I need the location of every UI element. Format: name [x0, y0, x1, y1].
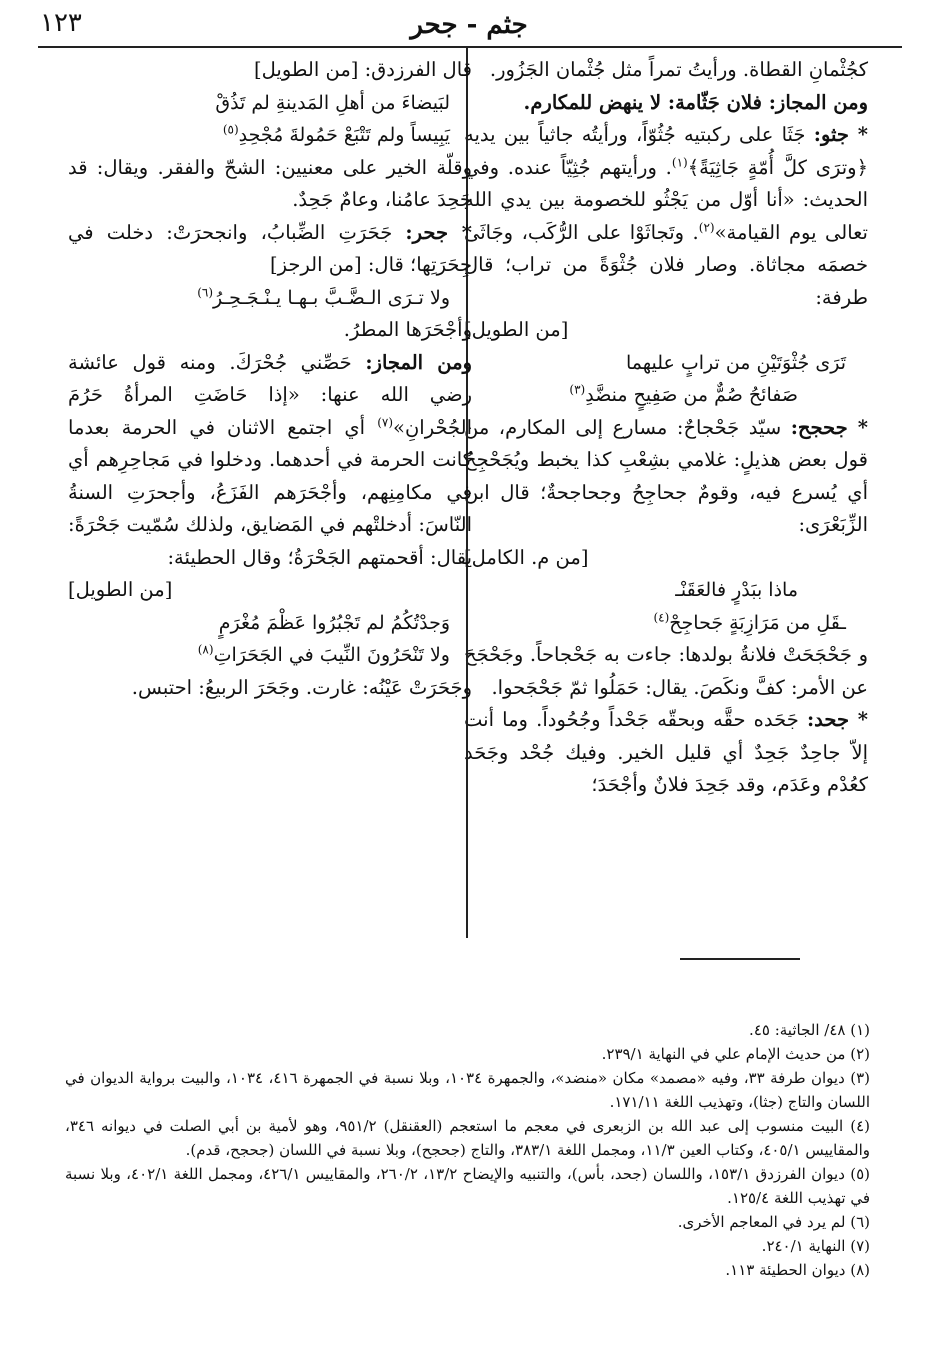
verse-line: وَجدْتُكُمُ لم تَجْبُرُوا عَظْمَ مُغْرَمٍ [218, 611, 450, 634]
text: حَصِّني جُحْرَكَ. ومنه قول عائشة رضي الله عنها: «إذا حَاضَتِ المرأةُ حَرُمَ الجُحْرانِ» [68, 350, 472, 439]
majaz-lead: ومن المجاز: [365, 350, 472, 374]
verse-text: يَبِيساً ولم تَتْبَعْ حَمُولةَ مُجْحِدِ [238, 124, 450, 146]
footnote-ref: (٤) [653, 610, 670, 625]
footnote-ref: (١) [671, 155, 688, 169]
text: وقلّة الخير على معنيين: الشحّ والفقر. ويقال: قد جَحِدَ عامُنا، وعامٌ جَحِدٌ. [68, 155, 472, 211]
entry-head: * جحر: [405, 220, 472, 244]
footnote: (٣) ديوان طرفة ٣٣، وفيه «مصمد» مكان «منضد»، والجمهرة ١٠٣٤، وبلا نسبة في الجمهرة ٤١٦، ١٠٣٤، والبيت برواية الديوان في اللسان والتاج (جثا)، وتهذيب اللغة ١٧١/١١. [65, 1069, 870, 1111]
text: . ورأيتهم جُثِيّاً عنده. وفي الحديث: «أنا أوّل من يَجْثُو للخصومة بين يدي الله تعالى يوم القيامة» [464, 155, 868, 244]
footnote: (٦) لم يرد في المعاجم الأخرى. [677, 1213, 870, 1231]
text: . وتَجاثَوْا على الرُّكَب، وجَاثَى خصمَه مجاثاة. وصار فلان جُثْوَةً من تراب؛ قال طرفة: [464, 220, 868, 309]
verse-text: ولا تـرَى الـضَّـبَّ بـهـا يـنْـجَـحِـرُ [213, 286, 450, 309]
verse-line: تَرَى جُثْوَتَيْنِ من ترابٍ عليهما [625, 351, 846, 374]
verse-line [68, 282, 472, 315]
paragraph [464, 639, 868, 704]
majaz-lead: ومن المجاز: [768, 90, 868, 114]
text: أي اجتمع الاثنان في الحرمة بعدما كانت الحرمة في أحدهما. ودخلوا في مَجاحِرِهم أي في مكامِنِهم، وأجْحَرَهم الفَزَعُ، وأجحرَتِ السنةُ النّاسَ: أدخلتْهم في المَضايق، ولذلك سُمّيت جَحْرَةً: يقال: أقحمتهم الجَحْرَةُ؛ وقال الحطيئة: [68, 415, 472, 569]
left-column [68, 54, 472, 704]
entry-jathw [464, 119, 868, 412]
page-number: ١٢٣ [40, 8, 82, 38]
paragraph [464, 87, 868, 120]
entry-jahr [68, 217, 472, 347]
entry-jahd [464, 704, 868, 802]
paragraph [68, 347, 472, 672]
text: جَثَا على ركبتيه جُثُوّاً، ورأيتُه جاثياً بين يديه ﴿وترَى كلَّ أُمّةٍ جَاثِيَةً﴾ [464, 123, 868, 179]
footnote-rule [680, 958, 800, 960]
paragraph [68, 152, 472, 217]
meter-label: [من الطويل] [68, 578, 173, 601]
text: كجُثْمانِ القطاة. ورأيتُ تمراً مثل جُثْمان الجَزُور. [489, 58, 868, 81]
footnote-ref: (٦) [197, 285, 214, 300]
footnote-ref: (٨) [197, 642, 214, 657]
header-rule [38, 46, 902, 48]
text: سيّد جَحْجاحٌ: مسارع إلى المكارم، من قول بعض هذيلٍ: غلامي بشِعْبِ كذا يخبط ويُجَحْجِحُ أي يُسرع فيه، وقومٌ جحاجِحُ وجحاجحةٌ؛ قال ابن الزِّبَعْرَى: [464, 415, 868, 536]
verse-text: ـقَلِ من مَرَازِبَةٍ جَحاجِحْ [669, 611, 846, 634]
footnotes [65, 1018, 870, 1282]
text: و جَحْجَحَتْ فلانةُ بولدها: جاءت به جَحْجاحاً. وجَحْجَحَ عن الأمر: كفَّ ونكَصَ. يقال: حَمَلُوا ثمّ جَحْجَحوا. [464, 643, 868, 699]
footnote: (٧) النهاية ٢٤٠/١. [761, 1237, 870, 1255]
page-header [40, 6, 898, 42]
verse-line [68, 639, 472, 672]
verse-line [464, 607, 868, 640]
meter-label: [من الرجز] [270, 253, 362, 276]
verse-line: ماذا ببَدْرٍ فالعَقَنْـ [675, 579, 798, 601]
verse-line [68, 119, 472, 152]
verse-line: لبَيضاءَ من أهلِ المَدينةِ لم تَذُقْ [215, 91, 450, 114]
right-column [464, 54, 868, 802]
text: فلان جَثّامة: لا ينهض للمكارم. [523, 90, 769, 114]
meter-label: [من الطويل] [464, 318, 569, 341]
text: وأجْحَرَها المطرُ. [343, 318, 472, 341]
footnote: (٢) من حديث الإمام علي في النهاية ٢٣٩/١. [601, 1045, 870, 1063]
paragraph [464, 54, 868, 87]
entry-head: * جثو: [813, 123, 869, 146]
verse-text: صَفائحُ صُمٌّ من صَفِيحٍ منضَّدِ [585, 384, 798, 406]
footnote-ref: (٥) [222, 122, 239, 137]
footnote: (٥) ديوان الفرزدق ١٥٣/١، واللسان (جحد، بأس)، والتنبيه والإيضاح ١٣/٢، ٢٦٠/٢، والمقاييس ٤٢٦/١، ومجمل اللغة ٤٠٢/١، وبلا نسبة في تهذيب اللغة ١٢٥/٤. [65, 1165, 871, 1207]
text: جَحَده حقَّه وبحقّه جَحْداً وجُحُوداً. وما أنت إلاّ جاحِدٌ جَحِدٌ أي قليل الخير. وفيك جُحْد وجَحَد كعُدْم وعَدَم، وقد جَحِدَ فلانٌ وأجْحَدَ؛ [464, 708, 868, 796]
footnote-ref: (٢) [698, 220, 715, 234]
paragraph [68, 672, 472, 705]
footnote-ref: (٣) [569, 382, 586, 397]
footnote-ref: (٧) [377, 415, 394, 429]
meter-label: [من الطويل] [254, 58, 359, 81]
entry-head: * جحد: [806, 708, 868, 731]
text: وجَحَرَتْ عَيْنُه: غارت. وجَحَرَ الربيعُ: احتبس. [131, 675, 472, 699]
text: جَحَرَتِ الضِّبابُ، وانجحرَتْ: دخلت في جِحَرَتِها؛ قال: [68, 220, 472, 276]
verse-line [464, 379, 868, 412]
meter-label: [من م. الكامل] [464, 545, 589, 569]
page-title: جثم - جحر [410, 10, 528, 40]
footnote: (٤) البيت منسوب إلى عبد الله بن الزبعرى في معجم ما استعجم (العقنقل) ٩٥١/٢، وهو لأمية بن أبي الصلت في ديوانه ٣٤٦، والمقاييس ٤٠٥/١، وكتاب العين ١١/٣، ومجمل اللغة ٣٨٣/١، والتاج (جحجح)، وبلا نسبة في اللسان (جحجح، قدم). [65, 1117, 870, 1159]
text: قال الفرزدق: [364, 58, 472, 81]
entry-head: * جحجح: [790, 415, 868, 439]
entry-jahjah [464, 412, 868, 640]
verse-text: ولا تَنْحَرُونَ النِّيبَ في الجَحَرَاتِ [213, 644, 450, 666]
footnote: (١) ٤٨/ الجاثية: ٤٥. [749, 1021, 870, 1039]
footnote: (٨) ديوان الحطيئة ١١٣. [725, 1261, 870, 1279]
paragraph [68, 54, 472, 152]
